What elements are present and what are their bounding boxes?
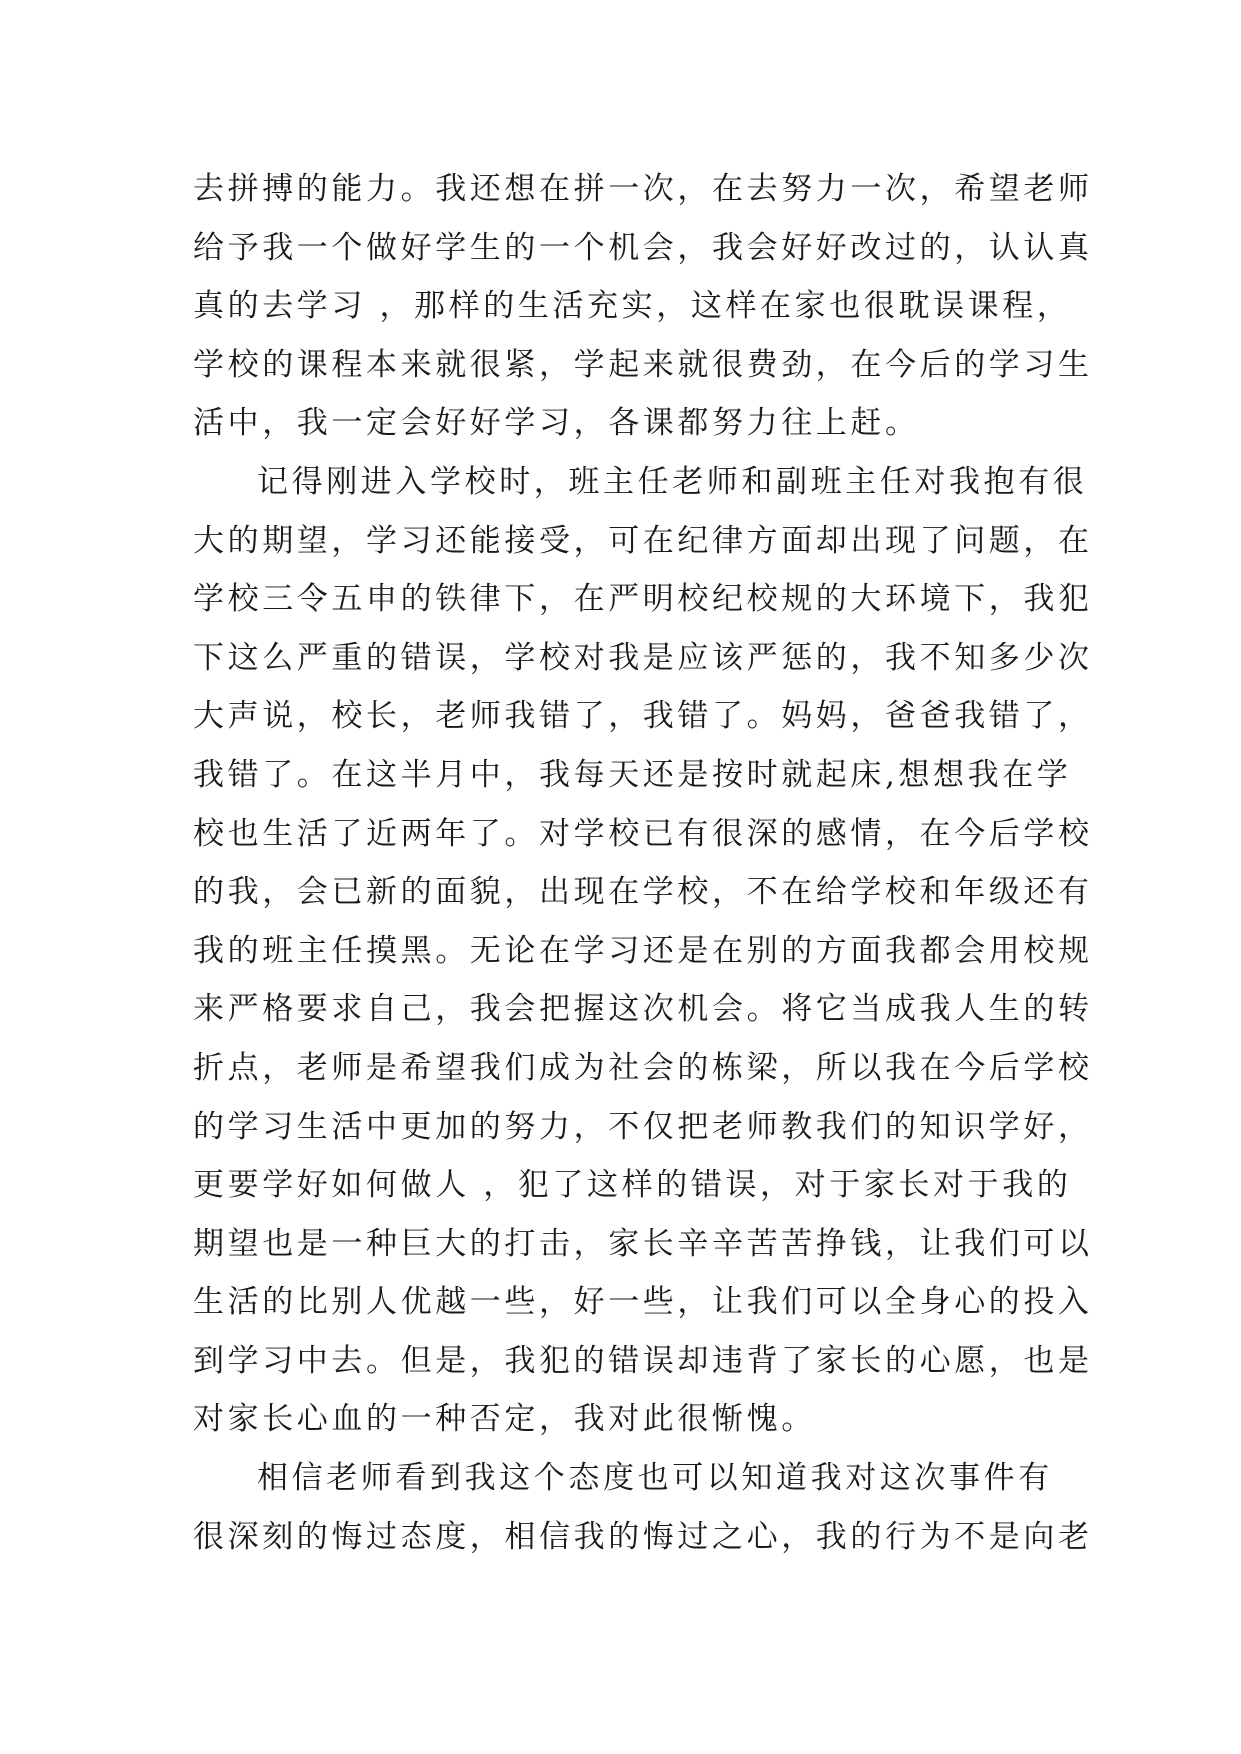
text-line: 对家长心血的一种否定，我对此很惭愧。 (193, 1401, 816, 1438)
text-line: 期望也是一种巨大的打击，家长辛辛苦苦挣钱，让我们可以 (193, 1225, 1093, 1262)
text-line: 生活的比别人优越一些，好一些，让我们可以全身心的投入 (193, 1284, 1093, 1321)
text-line: 真的去学习 ，那样的生活充实，这样在家也很耽误课程， (193, 288, 1072, 325)
text-line: 更要学好如何做人 ，犯了这样的错误，对于家长对于我的 (193, 1167, 1072, 1204)
text-line: 到学习中去。但是，我犯的错误却违背了家长的心愿，也是 (193, 1342, 1093, 1379)
text-line: 学校三令五申的铁律下，在严明校纪校规的大环境下，我犯 (193, 581, 1093, 618)
text-line: 折点，老师是希望我们成为社会的栋梁，所以我在今后学校 (193, 1049, 1093, 1086)
text-line: 我的班主任摸黑。无论在学习还是在别的方面我都会用校规 (193, 932, 1093, 969)
text-line: 给予我一个做好学生的一个机会，我会好好改过的，认认真 (193, 229, 1093, 266)
text-line: 来严格要求自己，我会把握这次机会。将它当成我人生的转 (193, 991, 1093, 1028)
text-line: 记得刚进入学校时，班主任老师和副班主任对我抱有很 (257, 463, 1088, 500)
text-line: 的我，会已新的面貌，出现在学校，不在给学校和年级还有 (193, 874, 1093, 911)
text-line: 我错了。在这半月中，我每天还是按时就起床,想想我在学 (193, 756, 1072, 793)
text-line: 很深刻的悔过态度，相信我的悔过之心，我的行为不是向老 (193, 1518, 1093, 1555)
text-line: 的学习生活中更加的努力，不仅把老师教我们的知识学好， (193, 1108, 1093, 1145)
text-line: 相信老师看到我这个态度也可以知道我对这次事件有 (257, 1460, 1053, 1497)
text-line: 校也生活了近两年了。对学校已有很深的感情，在今后学校 (193, 815, 1093, 852)
text-line: 下这么严重的错误，学校对我是应该严惩的，我不知多少次 (193, 639, 1093, 676)
text-line: 去拼搏的能力。我还想在拼一次，在去努力一次，希望老师 (193, 171, 1093, 207)
text-line: 活中，我一定会好好学习，各课都努力往上赶。 (193, 405, 920, 442)
text-line: 大声说，校长，老师我错了，我错了。妈妈，爸爸我错了， (193, 698, 1093, 735)
text-line: 大的期望，学习还能接受，可在纪律方面却出现了问题，在 (193, 522, 1093, 559)
text-line: 学校的课程本来就很紧，学起来就很费劲，在今后的学习生 (193, 346, 1093, 383)
document-body (193, 160, 1093, 1566)
